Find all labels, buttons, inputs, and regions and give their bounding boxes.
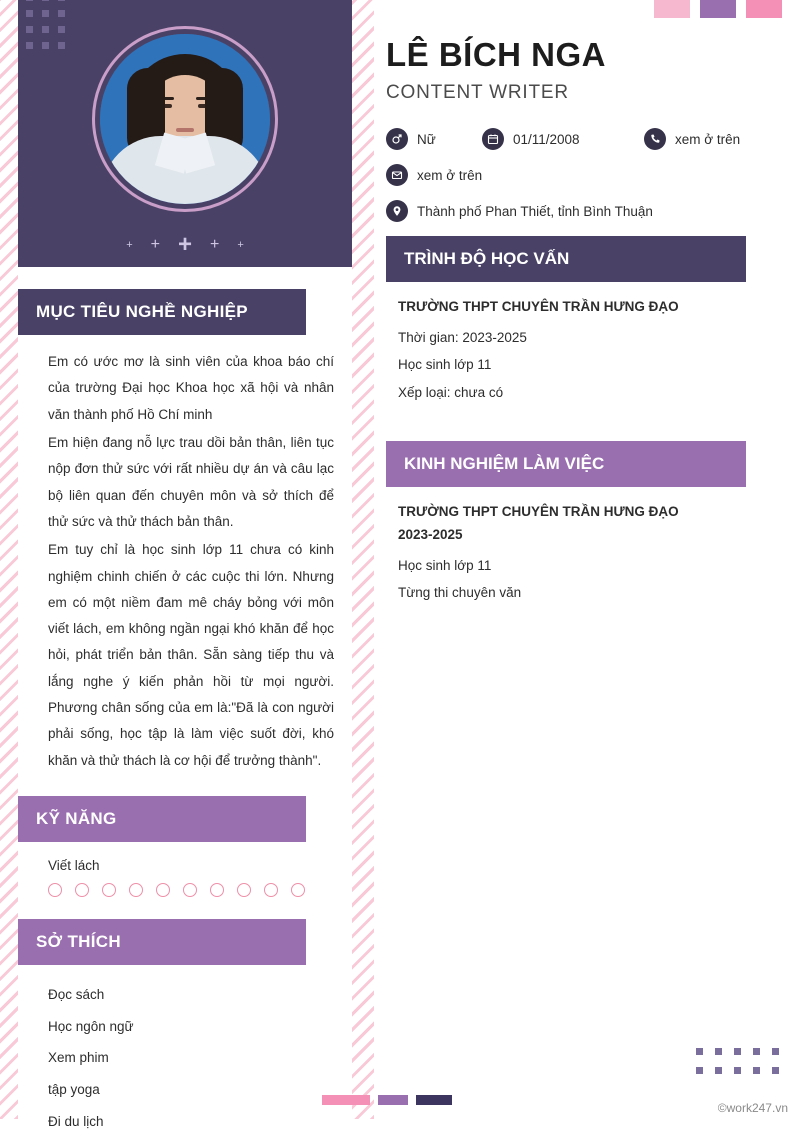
page-title: LÊ BÍCH NGA: [386, 36, 606, 73]
skill-dot: [291, 883, 305, 897]
location-pin-icon: [386, 200, 408, 222]
experience-period: 2023-2025: [398, 527, 463, 543]
calendar-icon: [482, 128, 504, 150]
contact-row: [386, 164, 784, 186]
contact-gender: [386, 128, 482, 150]
skill-dot: [156, 883, 170, 897]
swatch-pink-dark: [746, 0, 782, 18]
avatar-photo: [100, 34, 270, 204]
contact-email: [386, 164, 482, 186]
list-item: tập yoga: [48, 1082, 100, 1098]
education-classification: Xếp loại: chưa có: [398, 384, 504, 400]
contact-row: [386, 200, 784, 222]
skill-dot: [183, 883, 197, 897]
skill-dot: [102, 883, 116, 897]
skill-dot: [48, 883, 62, 897]
objective-body: [18, 335, 352, 774]
contact-block: [386, 128, 784, 222]
skill-dot: [129, 883, 143, 897]
gender-icon: [386, 128, 408, 150]
skill-label: Viết lách: [48, 858, 100, 873]
envelope-icon: [386, 164, 408, 186]
list-item: Đọc sách: [48, 987, 105, 1002]
education-period: Thời gian: 2023-2025: [398, 329, 527, 345]
swatch-violet: [378, 1095, 408, 1105]
contact-address: [386, 200, 653, 222]
contact-gender-value: Nữ: [417, 131, 436, 147]
objective-paragraph: Em tuy chỉ là học sinh lớp 11 chưa có kinh nghiệm chinh chiến ở các cuộc thi lớn. Nhưng em có một niềm đam mê cháy bỏng với môn viết lách, em không ngần ngại khó khăn để học hỏi, phát triển bản thân. Sẵn sàng tiếp thu và lắng nghe ý kiến phản hồi từ mọi người. Phương chân sống của em là:"Đã là con người phải sống, học tập là làm việc suốt đời, khó khăn và thử thách là cơ hội để trưởng thành".: [48, 542, 334, 768]
skill-dot: [264, 883, 278, 897]
list-item: Đi du lịch: [48, 1113, 104, 1129]
contact-phone: [644, 128, 740, 150]
plus-decoration: + + + + +: [126, 231, 244, 258]
section-title-experience: KINH NGHIỆM LÀM VIỆC: [386, 441, 746, 487]
dots-decoration-bottom: [696, 1048, 782, 1077]
left-column: [18, 0, 352, 1129]
contact-row: [386, 128, 784, 150]
bottom-color-swatches: [322, 1095, 452, 1105]
photo-panel: [18, 0, 352, 267]
dots-decoration: [26, 0, 70, 72]
swatch-dark: [416, 1095, 452, 1105]
watermark: ©work247.vn: [717, 1101, 788, 1115]
list-item: Học ngôn ngữ: [48, 1018, 134, 1034]
section-title-education: TRÌNH ĐỘ HỌC VẤN: [386, 236, 746, 282]
phone-icon: [644, 128, 666, 150]
skill-dot: [75, 883, 89, 897]
skill-dot: [210, 883, 224, 897]
swatch-pink: [654, 0, 690, 18]
section-title-objective: MỤC TIÊU NGHỀ NGHIỆP: [18, 289, 306, 335]
left-stripe-decoration: [0, 0, 18, 1119]
experience-body: [374, 487, 800, 608]
hobby-list: [18, 965, 352, 1138]
top-color-swatches: [654, 0, 782, 18]
right-column: [374, 0, 800, 1119]
avatar: [92, 26, 278, 212]
section-title-skills: KỸ NĂNG: [18, 796, 306, 842]
objective-paragraph: Em có ước mơ là sinh viên của khoa báo chí của trường Đại học Khoa học xã hội và nhân văn thành phố Hồ Chí minh: [48, 354, 334, 422]
skill-rating: [18, 879, 352, 897]
objective-paragraph: Em hiện đang nỗ lực trau dồi bản thân, liên tục nộp đơn thử sức với rất nhiều dự án và câu lạc bộ liên quan đến chuyên môn và sở thích để thử sức và thử thách bản thân.: [48, 434, 334, 529]
skill-dot: [237, 883, 251, 897]
contact-email-value: xem ở trên: [417, 167, 483, 183]
swatch-pink: [322, 1095, 370, 1105]
education-grade: Học sinh lớp 11: [398, 357, 492, 373]
contact-phone-value: xem ở trên: [675, 131, 741, 147]
swatch-violet: [700, 0, 736, 18]
experience-school: TRƯỜNG THPT CHUYÊN TRẦN HƯNG ĐẠO: [398, 503, 679, 519]
experience-line: Học sinh lớp 11: [398, 557, 492, 573]
job-title: CONTENT WRITER: [386, 82, 569, 103]
contact-address-value: Thành phố Phan Thiết, tỉnh Bình Thuận: [417, 203, 653, 219]
contact-dob-value: 01/11/2008: [513, 131, 580, 147]
list-item: Xem phim: [48, 1050, 109, 1066]
middle-stripe-decoration: [352, 0, 374, 1119]
section-title-hobbies: SỞ THÍCH: [18, 919, 306, 965]
education-body: [374, 282, 800, 407]
experience-line: Từng thi chuyên văn: [398, 585, 522, 601]
contact-dob: [482, 128, 644, 150]
education-school: TRƯỜNG THPT CHUYÊN TRẦN HƯNG ĐẠO: [398, 299, 679, 314]
